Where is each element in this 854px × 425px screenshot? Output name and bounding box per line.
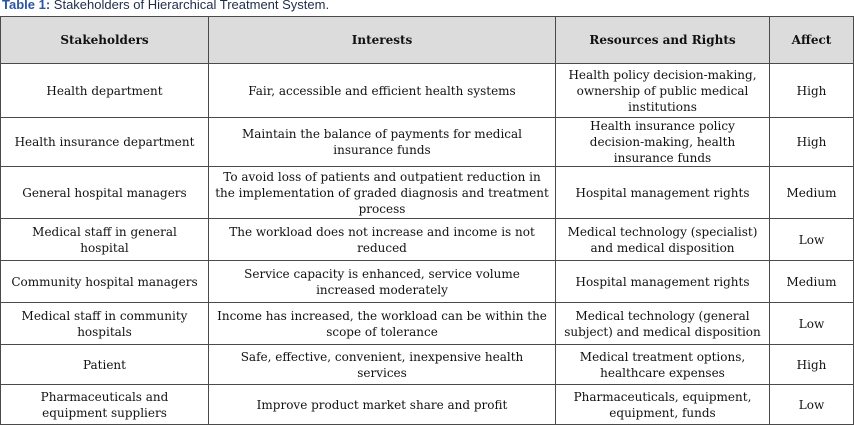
table-header-row <box>1 17 854 64</box>
table-row <box>1 64 854 118</box>
interests-cell: Service capacity is enhanced, service volume increased moderately <box>209 261 556 303</box>
stakeholder-cell: Health department <box>1 64 209 118</box>
table-row <box>1 167 854 219</box>
stakeholder-cell: Pharmaceuticals and equipment suppliers <box>1 385 209 425</box>
stakeholder-cell: General hospital managers <box>1 167 209 219</box>
resources-cell: Medical treatment options, healthcare expenses <box>556 345 770 385</box>
stakeholder-cell: Health insurance department <box>1 118 209 167</box>
stakeholder-cell: Patient <box>1 345 209 385</box>
resources-cell: Health insurance policy decision-making, health insurance funds <box>556 118 770 167</box>
stakeholder-cell: Medical staff in general hospital <box>1 219 209 261</box>
resources-cell: Hospital management rights <box>556 261 770 303</box>
table-row <box>1 385 854 425</box>
resources-cell: Pharmaceuticals, equipment, equipment, funds <box>556 385 770 425</box>
stakeholder-cell: Medical staff in community hospitals <box>1 303 209 345</box>
header-stakeholders: Stakeholders <box>1 17 209 64</box>
header-affect: Affect <box>770 17 854 64</box>
table-row <box>1 261 854 303</box>
affect-cell: Medium <box>770 167 854 219</box>
affect-cell: Medium <box>770 261 854 303</box>
table-caption-text: Stakeholders of Hierarchical Treatment System. <box>53 0 330 12</box>
affect-cell: Low <box>770 303 854 345</box>
interests-cell: Income has increased, the workload can be within the scope of tolerance <box>209 303 556 345</box>
interests-cell: Maintain the balance of payments for medical insurance funds <box>209 118 556 167</box>
resources-cell: Hospital management rights <box>556 167 770 219</box>
stakeholders-table <box>0 16 854 425</box>
interests-cell: To avoid loss of patients and outpatient reduction in the implementation of graded diagnosis and treatment process <box>209 167 556 219</box>
interests-cell: Improve product market share and profit <box>209 385 556 425</box>
affect-cell: High <box>770 345 854 385</box>
affect-cell: Low <box>770 385 854 425</box>
affect-cell: High <box>770 64 854 118</box>
table-row <box>1 219 854 261</box>
interests-cell: The workload does not increase and income is not reduced <box>209 219 556 261</box>
table-row <box>1 118 854 167</box>
header-resources-and-rights: Resources and Rights <box>556 17 770 64</box>
resources-cell: Health policy decision-making, ownership of public medical institutions <box>556 64 770 118</box>
interests-cell: Safe, effective, convenient, inexpensive health services <box>209 345 556 385</box>
stakeholder-cell: Community hospital managers <box>1 261 209 303</box>
resources-cell: Medical technology (general subject) and medical disposition <box>556 303 770 345</box>
table-row <box>1 303 854 345</box>
table-row <box>1 345 854 385</box>
resources-cell: Medical technology (specialist) and medical disposition <box>556 219 770 261</box>
table-caption <box>2 0 329 14</box>
affect-cell: High <box>770 118 854 167</box>
table-caption-label: Table 1: <box>2 0 51 12</box>
header-interests: Interests <box>209 17 556 64</box>
interests-cell: Fair, accessible and efficient health systems <box>209 64 556 118</box>
affect-cell: Low <box>770 219 854 261</box>
